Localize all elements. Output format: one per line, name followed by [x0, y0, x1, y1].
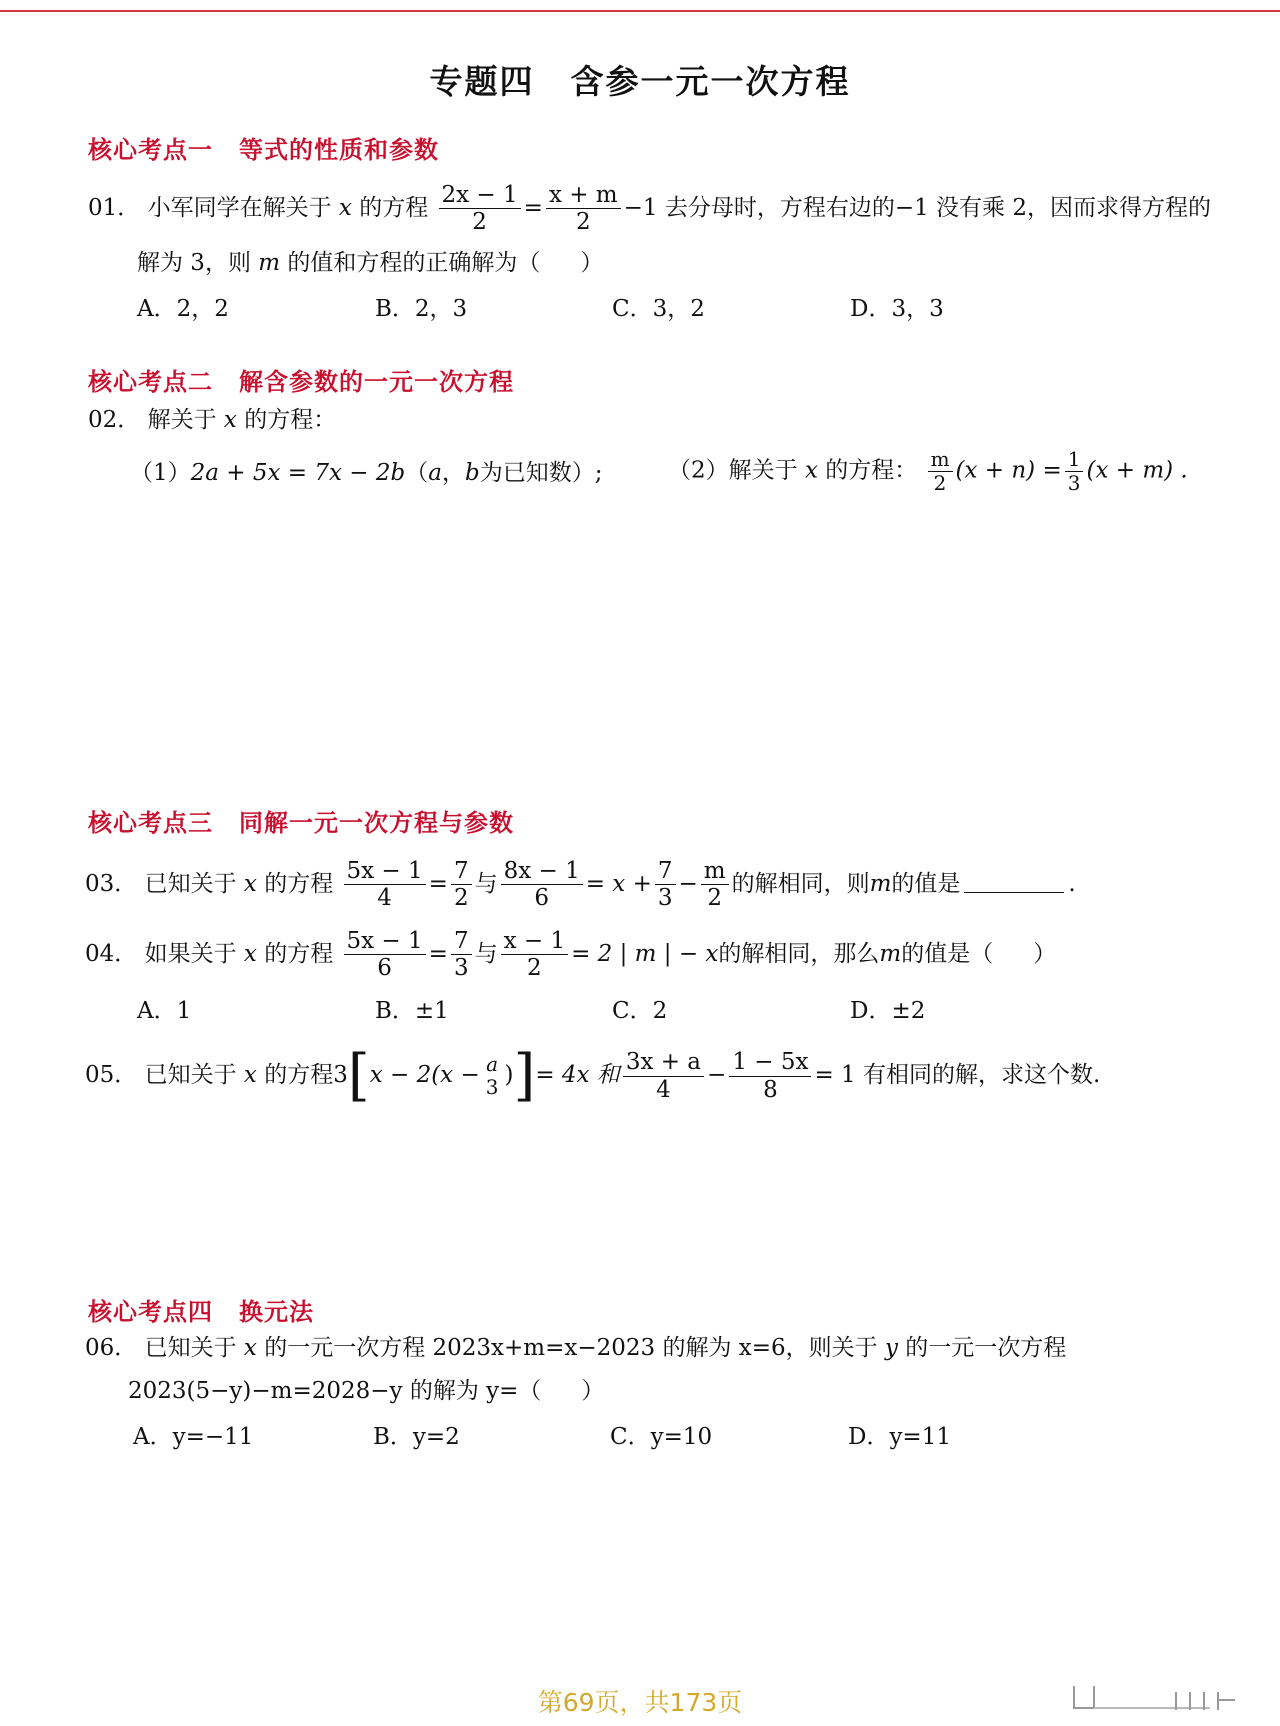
fraction: $\frac{7}{3}$	[655, 858, 676, 912]
option-a: A．1	[137, 998, 192, 1024]
text: 的值和方程的正确解为（	[287, 250, 541, 276]
question-01-line-2	[137, 248, 603, 278]
text: 与	[474, 870, 498, 897]
equation: = 2 | m | − x	[571, 940, 719, 967]
section-label: 核心考点一	[88, 136, 213, 164]
left-bracket: [	[347, 1043, 370, 1108]
text: 的方程	[264, 870, 334, 897]
option-c: C．2	[612, 998, 668, 1024]
text: 与	[474, 940, 498, 967]
section-heading-1	[88, 130, 439, 165]
option-d: D．y=11	[848, 1424, 951, 1450]
minus: −	[707, 1062, 727, 1088]
fraction: $\frac{7}{2}$	[451, 858, 472, 912]
text: 的方程	[264, 940, 334, 967]
fraction: $\frac{x + m}{2}$	[546, 182, 621, 236]
var-x: x	[338, 194, 352, 221]
fraction: $\frac{8x - 1}{6}$	[501, 858, 583, 912]
option-c: C．y=10	[610, 1424, 713, 1450]
option-d: D．±2	[850, 998, 926, 1024]
fraction: a 3	[485, 1052, 499, 1099]
var-m: m	[258, 250, 281, 276]
text: （1）	[130, 460, 191, 486]
text: ）	[581, 1378, 605, 1404]
option-b: B．y=2	[373, 1424, 460, 1450]
var-x: x	[243, 1062, 257, 1088]
equation: = 4x 和	[535, 1062, 620, 1088]
fraction: $\frac{2x - 1}{2}$	[439, 182, 521, 236]
fraction: $\frac{3x + a}{4}$	[623, 1049, 704, 1103]
fraction: $\frac{1 - 5x}{8}$	[729, 1049, 811, 1103]
equation: = x +	[585, 870, 652, 897]
equation: 2a + 5x = 7x − 2b	[190, 460, 406, 486]
equals: =	[428, 940, 448, 967]
text: 2023(5−y)−m=2028−y 的解为 y=（	[128, 1378, 542, 1404]
right-bracket: ]	[513, 1043, 536, 1108]
fraction: $\frac{7}{3}$	[451, 928, 472, 982]
scan-corner-mark-icon	[1060, 1678, 1250, 1718]
question-02-part-2	[668, 448, 1188, 495]
text: 的解相同，那么	[718, 940, 880, 967]
question-number: 06．	[85, 1335, 138, 1361]
section-name: 同解一元一次方程与参数	[239, 809, 514, 837]
answer-blank	[964, 892, 1064, 893]
var-x: x	[243, 870, 257, 897]
question-number: 03．	[85, 870, 138, 897]
section-label: 核心考点二	[88, 368, 213, 396]
equation: (x + m) .	[1086, 457, 1188, 484]
page-number-footer: 第69页，共173页	[537, 1688, 743, 1717]
question-number: 01．	[88, 194, 141, 221]
equation: (x + n) =	[955, 457, 1062, 484]
section-name: 解含参数的一元一次方程	[239, 368, 514, 396]
text: （	[405, 460, 429, 486]
option-c: C．3，2	[612, 296, 705, 322]
var-x: x	[243, 1335, 257, 1361]
option-b: B．±1	[375, 998, 449, 1024]
var-b: b	[464, 460, 480, 486]
fraction: $\frac{m}{2}$	[928, 448, 953, 495]
question-01-line-1	[88, 182, 1211, 236]
text: 为已知数）;	[479, 460, 603, 486]
minus: −	[678, 870, 698, 897]
question-05	[85, 1043, 1101, 1108]
text: 如果关于	[144, 940, 237, 967]
equals: =	[523, 194, 543, 221]
question-04	[85, 928, 1056, 982]
text: 的值是	[891, 870, 961, 897]
text: 小军同学在解关于	[147, 194, 332, 221]
equation: x − 2(x −	[369, 1062, 480, 1088]
fraction: $\frac{5x - 1}{6}$	[344, 928, 426, 982]
text: 的解相同，则	[731, 870, 870, 897]
question-number: 04．	[85, 940, 138, 967]
var-a: a	[428, 460, 442, 486]
section-heading-4	[88, 1292, 314, 1327]
question-03	[85, 858, 1076, 912]
question-number: 05．	[85, 1062, 138, 1088]
fraction: $\frac{m}{2}$	[701, 858, 729, 912]
question-number: 02．	[88, 407, 141, 433]
text: 的值是（	[901, 940, 994, 967]
question-02-part-1	[130, 458, 602, 488]
fraction: $\frac{1}{3}$	[1065, 448, 1084, 495]
text: 的方程：	[825, 457, 918, 484]
section-label: 核心考点三	[88, 809, 213, 837]
text: 已知关于	[144, 870, 237, 897]
text: .	[1068, 870, 1076, 897]
option-a: A．y=−11	[133, 1424, 254, 1450]
option-b: B．2，3	[375, 296, 468, 322]
var-y: y	[884, 1335, 898, 1361]
text: )	[504, 1062, 514, 1088]
section-heading-3	[88, 803, 514, 838]
section-heading-2	[88, 362, 514, 397]
text: 的方程	[359, 194, 429, 221]
text: 解为 3，则	[137, 250, 251, 276]
text: ）	[580, 250, 604, 276]
var-x: x	[804, 457, 818, 484]
option-d: D．3，3	[850, 296, 944, 322]
var-m: m	[869, 870, 892, 897]
text: 解关于	[147, 407, 217, 433]
text: 的方程：	[244, 407, 337, 433]
question-06-line-2	[128, 1376, 604, 1406]
title-topic-name: 含参一元一次方程	[570, 62, 851, 101]
equals: =	[428, 870, 448, 897]
text: ，	[441, 460, 465, 486]
text: −1 去分母时，方程右边的−1 没有乘 2，因而求得方程的	[623, 194, 1212, 221]
var-x: x	[243, 940, 257, 967]
title-topic-number: 专题四	[429, 62, 535, 101]
page-title	[0, 56, 1280, 103]
text: 的一元一次方程 2023x+m=x−2023 的解为 x=6，则关于	[264, 1335, 878, 1361]
section-name: 等式的性质和参数	[239, 136, 439, 164]
text: 的方程	[264, 1062, 334, 1088]
var-x: x	[223, 407, 237, 433]
text: 已知关于	[144, 1335, 237, 1361]
fraction: $\frac{x - 1}{2}$	[501, 928, 569, 982]
text: （2）解关于	[668, 457, 798, 484]
text: 已知关于	[144, 1062, 237, 1088]
text: 3	[333, 1062, 348, 1088]
fraction: $\frac{5x - 1}{4}$	[344, 858, 426, 912]
text: ）	[1033, 940, 1057, 967]
var-m: m	[879, 940, 902, 967]
question-06-line-1	[85, 1333, 1066, 1363]
option-a: A．2，2	[137, 296, 229, 322]
text: = 1 有相同的解，求这个数.	[814, 1062, 1101, 1088]
question-02-line-1	[88, 405, 336, 435]
text: 的一元一次方程	[905, 1335, 1067, 1361]
section-name: 换元法	[239, 1298, 314, 1326]
section-label: 核心考点四	[88, 1298, 213, 1326]
top-red-rule	[0, 10, 1280, 12]
